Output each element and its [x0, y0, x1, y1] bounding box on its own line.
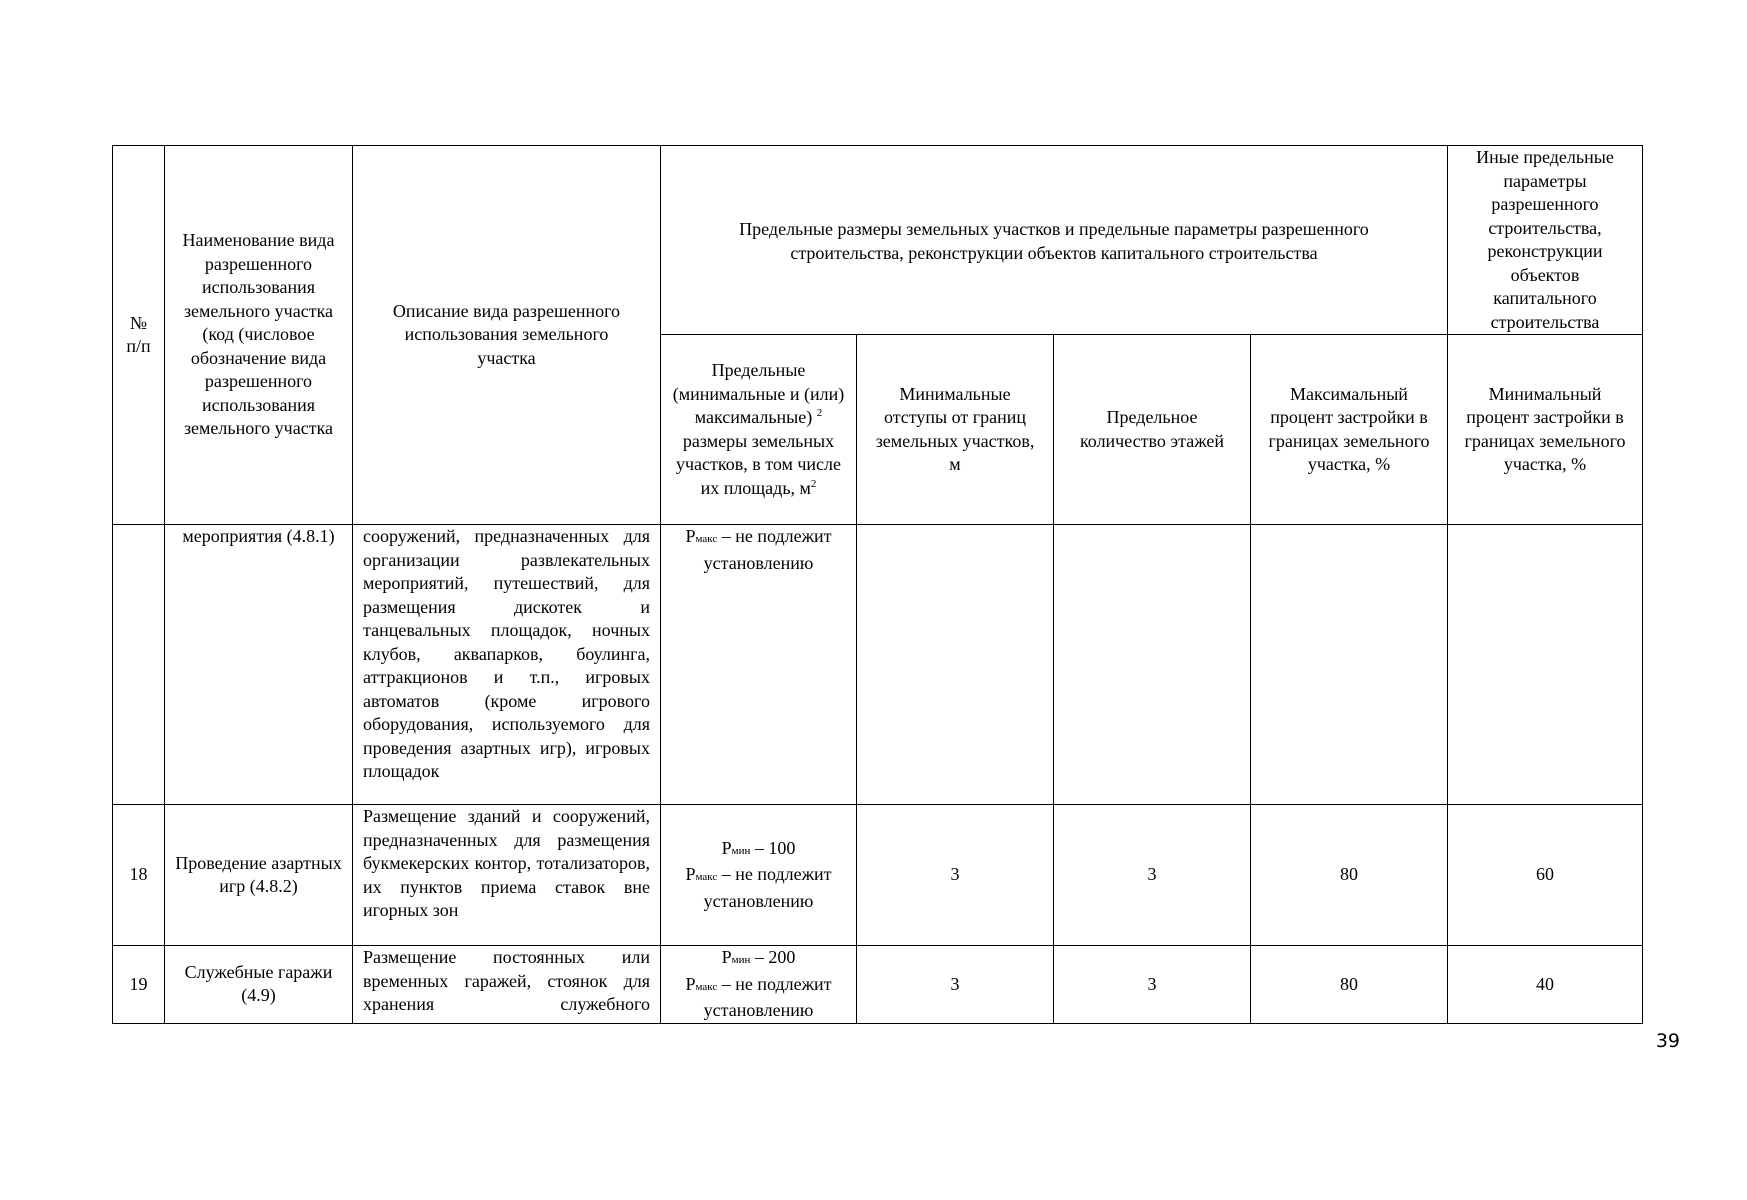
max-subscript: макс	[695, 980, 718, 993]
header-sizes-suffix: размеры земельных участков, в том числе их площадь, м	[675, 430, 842, 498]
row-floors: 3	[1054, 946, 1251, 1024]
row-name: мероприятия (4.8.1)	[165, 525, 353, 805]
table-row	[113, 525, 1643, 805]
square-meter-sup: 2	[810, 477, 817, 490]
header-num: № п/п	[113, 146, 165, 525]
size-max-line	[669, 863, 848, 913]
size-min-line	[669, 946, 848, 973]
size-max-value: – не подлежит установлению	[703, 526, 832, 573]
row-sizes	[661, 946, 857, 1024]
row-num: 19	[113, 946, 165, 1024]
p-symbol: Р	[721, 837, 732, 858]
min-subscript: мин	[731, 954, 751, 966]
size-min-line	[669, 837, 848, 864]
p-symbol: Р	[685, 864, 696, 885]
size-min-value: – 200	[754, 947, 796, 967]
header-description: Описание вида разрешенного использования земельного участка	[353, 146, 661, 525]
row-floors: 3	[1054, 805, 1251, 946]
max-subscript: макс	[695, 533, 718, 545]
row-name: Проведение азартных игр (4.8.2)	[165, 805, 353, 946]
row-max-percent: 80	[1251, 946, 1448, 1024]
row-num: 18	[113, 805, 165, 946]
header-group: Предельные размеры земельных участков и предельные параметры разрешенного строительства, реконструкции объектов капитального строительства	[661, 146, 1448, 335]
size-max-line	[669, 973, 848, 1023]
header-max-percent: Максимальный процент застройки в границах земельного участка, %	[1251, 335, 1448, 525]
size-max-value: – не подлежит установлению	[703, 973, 832, 1020]
row-max-percent	[1251, 525, 1448, 805]
p-symbol: Р	[685, 526, 696, 546]
header-row-1	[113, 146, 1643, 335]
header-min-percent: Минимальный процент застройки в границах земельного участка, %	[1448, 335, 1643, 525]
row-min-percent	[1448, 525, 1643, 805]
header-floors: Предельное количество этажей	[1054, 335, 1251, 525]
row-name: Служебные гаражи (4.9)	[165, 946, 353, 1024]
row-description: Размещение зданий и сооружений, предназначенных для размещения букмекерских контор, тотализаторов, их пунктов приема ставок вне игорных зон	[353, 805, 661, 946]
min-subscript: мин	[731, 844, 751, 857]
land-use-table	[112, 145, 1643, 1024]
row-min-percent: 60	[1448, 805, 1643, 946]
header-setbacks: Минимальные отступы от границ земельных участков, м	[857, 335, 1054, 525]
p-symbol: Р	[721, 947, 732, 967]
size-min-value: – 100	[754, 837, 796, 858]
row-description: сооружений, предназначенных для организации развлекательных мероприятий, путешествий, для размещения дискотек и танцевальных площадок, ночных клубов, аквапарков, боулинга, аттракционов и т.п., игровых автоматов (кроме игрового оборудования, используемого для проведения азартных игр), игровых площадок	[353, 525, 661, 805]
row-sizes	[661, 805, 857, 946]
table-row	[113, 805, 1643, 946]
table-row	[113, 946, 1643, 1024]
row-max-percent: 80	[1251, 805, 1448, 946]
row-min-percent: 40	[1448, 946, 1643, 1024]
header-sizes	[661, 335, 857, 525]
size-max-value: – не подлежит установлению	[703, 864, 832, 911]
row-description: Размещение постоянных или временных гаражей, стоянок для хранения служебного	[353, 946, 661, 1024]
row-floors	[1054, 525, 1251, 805]
row-setbacks: 3	[857, 946, 1054, 1024]
row-setbacks	[857, 525, 1054, 805]
header-other: Иные предельные параметры разрешенного строительства, реконструкции объектов капитального строительства	[1448, 146, 1643, 335]
footnote-marker: 2	[816, 407, 823, 419]
p-symbol: Р	[685, 973, 696, 994]
page-number: 39	[1655, 1030, 1680, 1052]
max-subscript: макс	[695, 871, 718, 884]
row-num	[113, 525, 165, 805]
row-sizes	[661, 525, 857, 805]
row-setbacks: 3	[857, 805, 1054, 946]
header-name: Наименование вида разрешенного использования земельного участка (код (числовое обозначение вида разрешенного использования земельного участка	[165, 146, 353, 525]
header-sizes-prefix: Предельные (минимальные и (или) максимальные)	[672, 360, 845, 427]
